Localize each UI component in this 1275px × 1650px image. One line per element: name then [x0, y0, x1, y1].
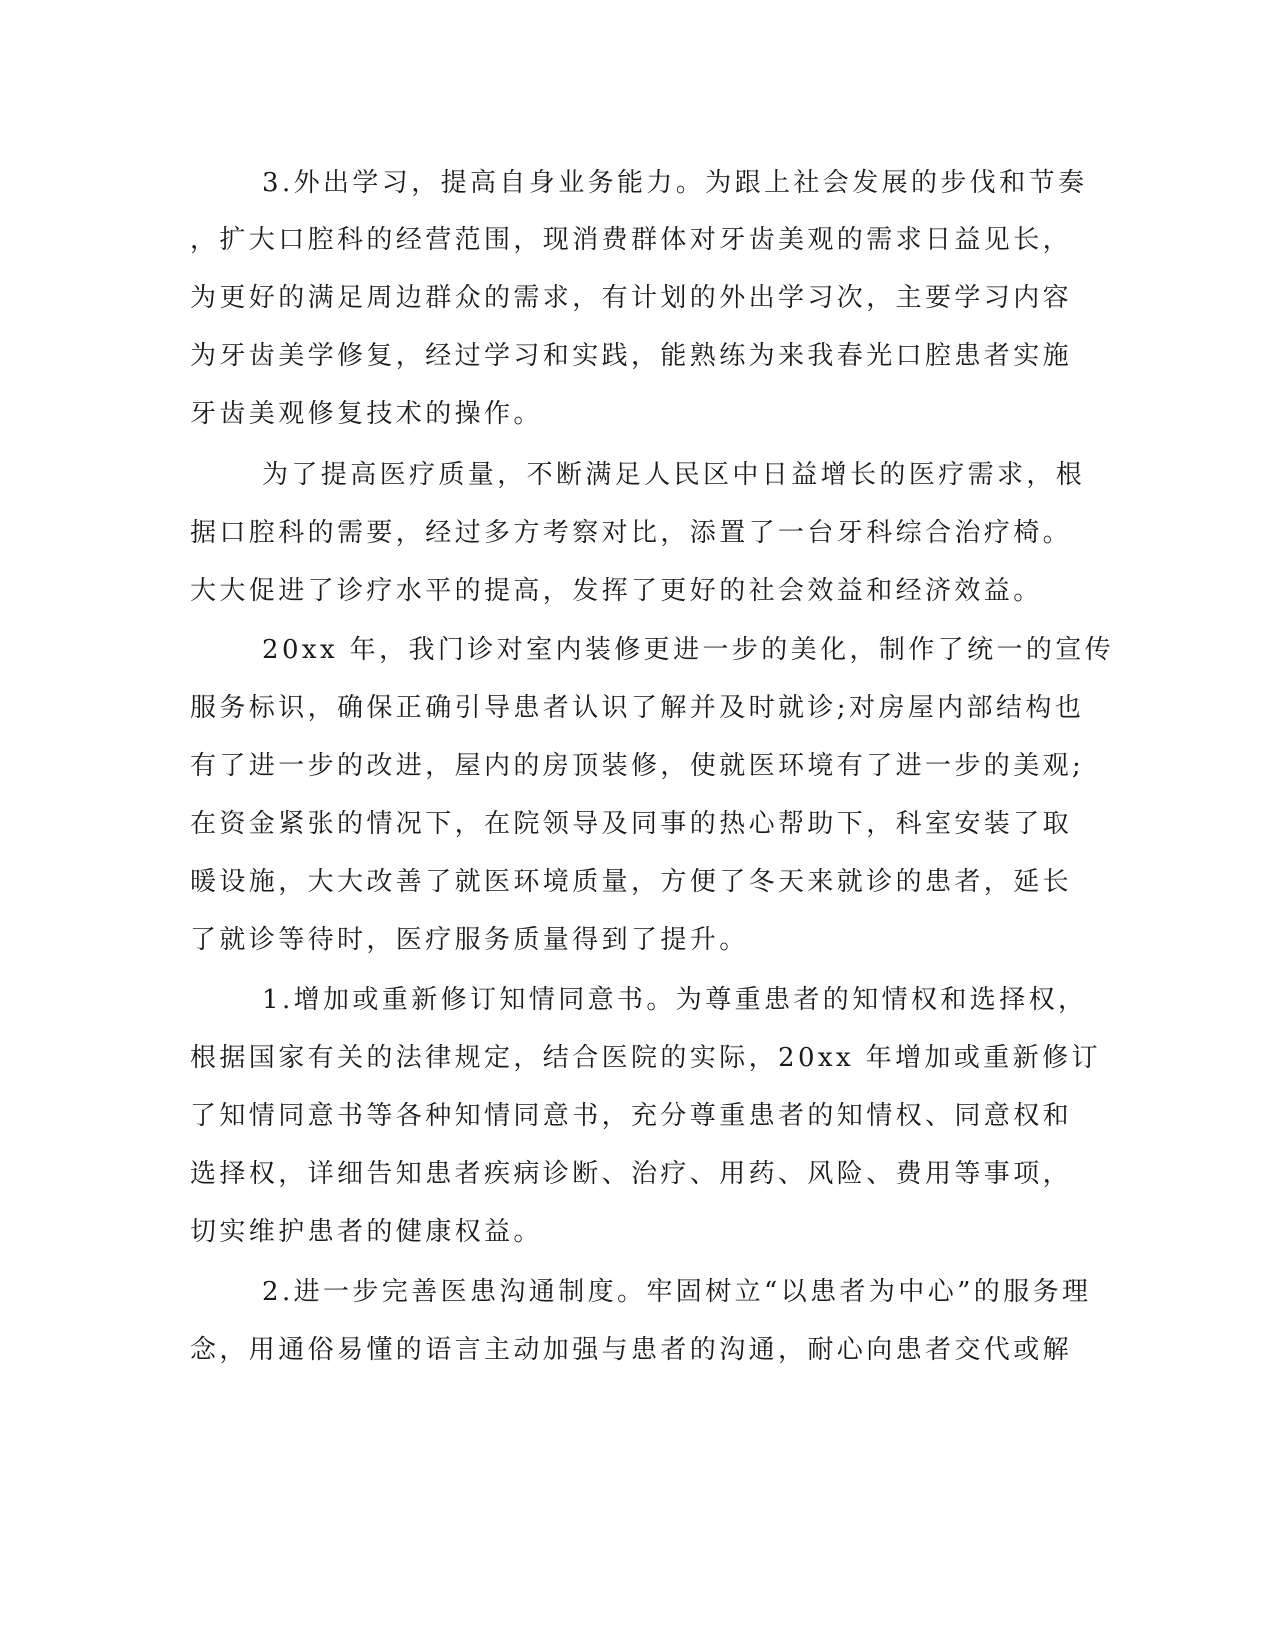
text-line: 牙齿美观修复技术的操作。: [190, 399, 543, 429]
text-line: 了就诊等待时，医疗服务质量得到了提升。: [190, 925, 749, 955]
text-line: 切实维护患者的健康权益。: [190, 1217, 543, 1247]
text-line: ，扩大口腔科的经营范围，现消费群体对牙齿美观的需求日益见长，: [190, 225, 1073, 255]
text-line: 在资金紧张的情况下，在院领导及同事的热心帮助下，科室安装了取: [190, 809, 1073, 839]
text-line: 20xx 年，我门诊对室内装修更进一步的美化，制作了统一的宣传: [262, 635, 1115, 665]
text-line: 暖设施，大大改善了就医环境质量，方便了冬天来就诊的患者，延长: [190, 867, 1073, 897]
text-line: 3.外出学习，提高自身业务能力。为跟上社会发展的步伐和节奏: [262, 168, 1088, 198]
text-line: 为了提高医疗质量，不断满足人民区中日益增长的医疗需求，根: [262, 460, 1086, 490]
text-line: 选择权，详细告知患者疾病诊断、治疗、用药、风险、费用等事项，: [190, 1159, 1073, 1189]
text-line: 为牙齿美学修复，经过学习和实践，能熟练为来我春光口腔患者实施: [190, 341, 1073, 371]
text-line: 了知情同意书等各种知情同意书，充分尊重患者的知情权、同意权和: [190, 1101, 1073, 1131]
text-line: 有了进一步的改进，屋内的房顶装修，使就医环境有了进一步的美观;: [190, 751, 1085, 781]
text-line: 2.进一步完善医患沟通制度。牢固树立“以患者为中心”的服务理: [262, 1277, 1092, 1307]
text-line: 大大促进了诊疗水平的提高，发挥了更好的社会效益和经济效益。: [190, 576, 1043, 606]
text-line: 为更好的满足周边群众的需求，有计划的外出学习次，主要学习内容: [190, 283, 1073, 313]
text-line: 念，用通俗易懂的语言主动加强与患者的沟通，耐心向患者交代或解: [190, 1335, 1073, 1365]
text-line: 服务标识，确保正确引导患者认识了解并及时就诊;对房屋内部结构也: [190, 693, 1085, 723]
text-line: 1.增加或重新修订知情同意书。为尊重患者的知情权和选择权，: [262, 985, 1088, 1015]
text-line: 据口腔科的需要，经过多方考察对比，添置了一台牙科综合治疗椅。: [190, 518, 1073, 548]
text-line: 根据国家有关的法律规定，结合医院的实际，20xx 年增加或重新修订: [190, 1043, 1101, 1073]
